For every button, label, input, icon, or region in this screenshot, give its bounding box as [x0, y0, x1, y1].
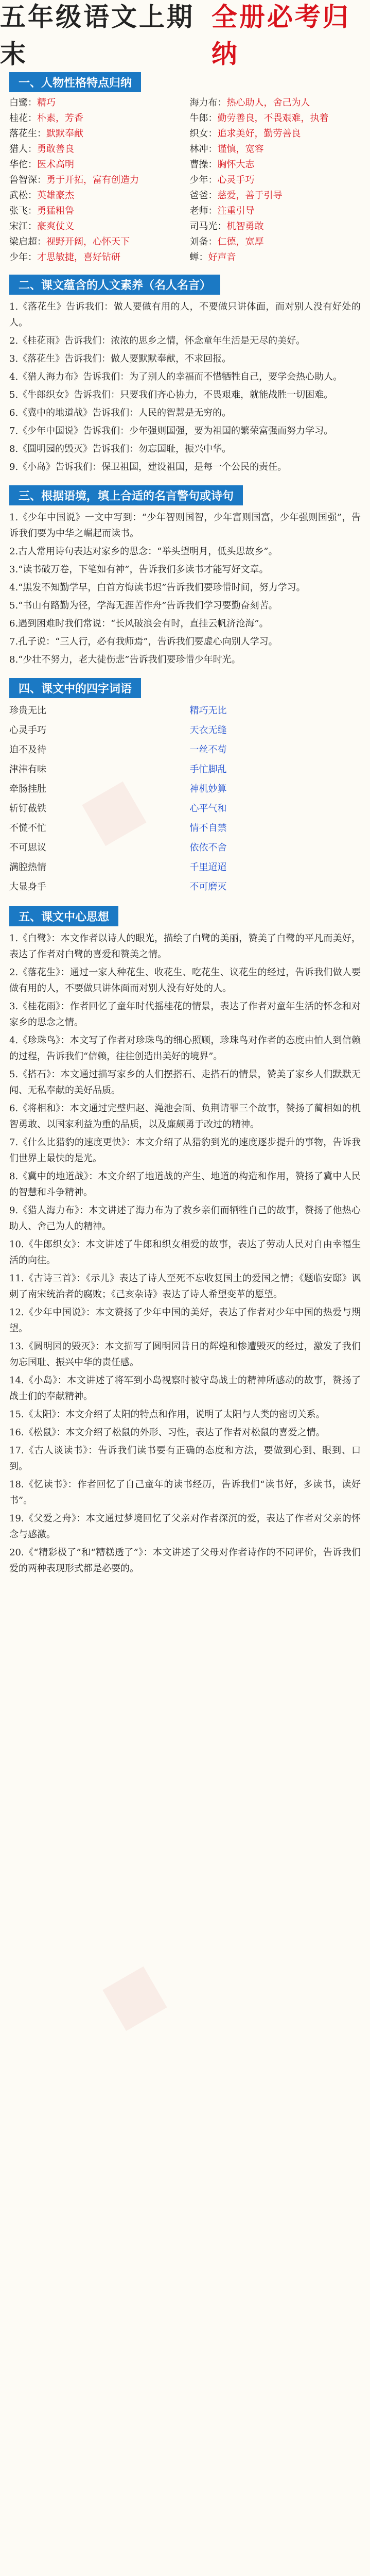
quote-paragraph: 4.《猎人海力布》告诉我们：为了别人的幸福而不惜牺牲自己，要学会热心助人。 — [9, 371, 343, 382]
theme-paragraph: 11.《古诗三首》：《示儿》表达了诗人至死不忘收复国土的爱国之情；《题临安邸》讽刺了南宋统治者的腐败；《己亥杂诗》表达了诗人希望变革的愿望。 — [9, 1273, 361, 1300]
trait-name: 司马光： — [189, 221, 227, 232]
trait-item — [9, 112, 181, 125]
trait-name: 蝉： — [189, 252, 208, 263]
idiom-word: 珍贵无比 — [9, 705, 46, 716]
trait-item — [190, 96, 361, 110]
trait-item — [9, 127, 181, 141]
trait-item — [190, 235, 361, 249]
theme-paragraph: 18.《忆读书》：作者回忆了自己童年的读书经历，告诉我们“读书好，多读书，读好书”。 — [9, 1479, 361, 1506]
trait-value: 勇猛粗鲁 — [37, 206, 74, 216]
trait-value: 胸怀大志 — [217, 159, 255, 170]
trait-value: 仁德，宽厚 — [217, 236, 264, 247]
fill-list — [9, 510, 361, 668]
trait-item — [9, 235, 181, 249]
trait-value: 机智勇敢 — [226, 221, 264, 232]
theme-paragraph: 12.《少年中国说》：本文赞扬了少年中国的美好，表达了作者对少年中国的热爱与期望。 — [9, 1307, 361, 1334]
theme-paragraph: 6.《将相和》：本文通过完璧归赵、渑池会面、负荆请罪三个故事，赞扬了蔺相如的机智勇敢、以国家利益为重的品质，以及廉颇勇于改过的精神。 — [9, 1103, 361, 1130]
trait-name: 少年： — [189, 175, 218, 185]
trait-value: 注重引导 — [217, 206, 255, 216]
idiom-word: 津津有味 — [9, 764, 46, 775]
trait-name: 白鹭： — [9, 97, 37, 108]
trait-value: 好声音 — [208, 252, 236, 263]
trait-value: 勤劳善良，不畏艰难，执着 — [217, 113, 329, 124]
idiom-word: 神机妙算 — [189, 784, 227, 794]
trait-name: 少年： — [9, 252, 37, 263]
section-head: 三、根据语境，填上合适的名言警句或诗句 — [9, 485, 243, 505]
quote-paragraph: 7.《少年中国说》告诉我们：少年强则国强，要为祖国的繁荣富强而努力学习。 — [9, 426, 333, 436]
fill-paragraph: 8.“少壮不努力，老大徒伤悲”告诉我们要珍惜少年时光。 — [9, 654, 241, 665]
trait-item — [190, 205, 361, 218]
trait-item — [190, 251, 361, 264]
trait-value: 精巧 — [37, 97, 56, 108]
idiom-word: 依依不舍 — [189, 842, 227, 853]
quote-paragraph: 6.《冀中的地道战》告诉我们：人民的智慧是无穷的。 — [9, 408, 232, 418]
idiom-word: 心平气和 — [189, 803, 227, 814]
trait-name: 落花生： — [9, 128, 46, 139]
trait-value: 追求美好，勤劳善良 — [217, 128, 301, 139]
quote-paragraph: 5.《牛郎织女》告诉我们：只要我们齐心协力，不畏艰难，就能战胜一切困难。 — [9, 389, 333, 400]
trait-item — [190, 189, 361, 202]
idiom-word: 牵肠挂肚 — [9, 784, 46, 794]
section-traits — [9, 67, 361, 264]
trait-item — [9, 158, 181, 172]
fill-paragraph: 4.“黑发不知勤学早，白首方悔读书迟”告诉我们要珍惜时间，努力学习。 — [9, 582, 306, 593]
theme-paragraph: 10.《牛郎织女》：本文讲述了牛郎和织女相爱的故事，表达了劳动人民对自由幸福生活的向往。 — [9, 1239, 361, 1266]
trait-value: 勇于开拓，富有创造力 — [46, 175, 139, 185]
trait-name: 张飞： — [9, 206, 37, 216]
idiom-word: 迫不及待 — [9, 744, 46, 755]
trait-name: 林冲： — [189, 144, 218, 155]
quote-paragraph: 9.《小岛》告诉我们：保卫祖国，建设祖国，是每一个公民的责任。 — [9, 462, 287, 472]
theme-paragraph: 16.《松鼠》：本文介绍了松鼠的外形、习性，表达了作者对松鼠的喜爱之情。 — [9, 1427, 325, 1438]
trait-name: 织女： — [189, 128, 218, 139]
idiom-word: 精巧无比 — [189, 705, 227, 716]
trait-item — [9, 251, 181, 264]
trait-name: 曹操： — [189, 159, 218, 170]
trait-item — [9, 205, 181, 218]
quote-paragraph: 1.《落花生》告诉我们：做人要做有用的人，不要做只讲体面，而对别人没有好处的人。 — [9, 301, 361, 328]
trait-item — [9, 143, 181, 156]
idiom-word: 斩钉截铁 — [9, 803, 46, 814]
trait-value: 英雄豪杰 — [37, 190, 74, 201]
theme-paragraph: 2.《落花生》：通过一家人种花生、收花生、吃花生、议花生的经过，告诉我们做人要做有用的人，不要做只讲体面而对别人没有好处的人。 — [9, 967, 361, 994]
trait-name: 老师： — [189, 206, 218, 216]
trait-item — [9, 220, 181, 233]
traits-grid — [9, 96, 361, 264]
watermark: ■ — [68, 763, 155, 855]
theme-paragraph: 7.《什么比猎豹的速度更快》：本文介绍了从猎豹到光的速度逐步提升的事物，告诉我们世界上最快的是光。 — [9, 1137, 361, 1164]
trait-name: 宋江： — [9, 221, 37, 232]
trait-value: 慈爱，善于引导 — [217, 190, 283, 201]
trait-name: 桂花： — [9, 113, 37, 124]
title-part1: 五年级语文上期末 — [0, 2, 195, 69]
quote-paragraph: 3.《落花生》告诉我们：做人要默默奉献，不求回报。 — [9, 353, 232, 364]
theme-paragraph: 17.《古人谈读书》：告诉我们读书要有正确的态度和方法，要做到心到、眼到、口到。 — [9, 1445, 361, 1472]
page-title — [0, 0, 370, 67]
trait-value: 热心助人，舍己为人 — [226, 97, 310, 108]
trait-value: 医术高明 — [37, 159, 74, 170]
idiom-word: 不慌不忙 — [9, 823, 46, 834]
trait-name: 牛郎： — [189, 113, 218, 124]
trait-name: 刘备： — [189, 236, 218, 247]
trait-item — [190, 158, 361, 172]
fill-paragraph: 7.孔子说：“三人行，必有我师焉”，告诉我们要虚心向别人学习。 — [9, 636, 278, 647]
fill-paragraph: 3.“读书破万卷，下笔如有神”，告诉我们多读书才能写好文章。 — [9, 564, 269, 575]
section-head: 一、人物性格特点归纳 — [9, 72, 141, 92]
section-idioms — [9, 673, 361, 896]
title-part2: 全册必考归纳 — [211, 2, 350, 69]
theme-paragraph: 4.《珍珠鸟》：本文写了作者对珍珠鸟的细心照顾，珍珠鸟对作者的态度由怕人到信赖的过程，告诉我们“信赖，往往创造出美好的境界”。 — [9, 1035, 361, 1062]
theme-paragraph: 20.《“精彩极了”和“糟糕透了”》：本文讲述了父母对作者诗作的不同评价，告诉我们爱的两种表现形式都是必要的。 — [9, 1547, 361, 1574]
theme-paragraph: 3.《桂花雨》：作者回忆了童年时代摇桂花的情景，表达了作者对童年生活的怀念和对家乡的思念之情。 — [9, 1001, 361, 1028]
theme-paragraph: 9.《猎人海力布》：本文讲述了海力布为了救乡亲们而牺牲自己的故事，赞扬了他热心助人、舍己为人的精神。 — [9, 1205, 361, 1232]
trait-name: 华佗： — [9, 159, 37, 170]
watermark: ■ — [89, 1948, 176, 2040]
trait-item — [190, 174, 361, 187]
theme-paragraph: 14.《小岛》：本文讲述了将军到小岛视察时被守岛战士的精神所感动的故事，赞扬了战士们的奉献精神。 — [9, 1375, 361, 1402]
trait-value: 勇敢善良 — [37, 144, 74, 155]
trait-name: 猎人： — [9, 144, 37, 155]
idiom-word: 天衣无缝 — [189, 725, 227, 736]
section-quotes — [9, 269, 361, 475]
idiom-grid — [9, 702, 361, 896]
idiom-word: 情不自禁 — [189, 823, 227, 834]
section-head: 四、课文中的四字词语 — [9, 678, 141, 698]
trait-name: 梁启超： — [9, 236, 46, 247]
quote-paragraph: 8.《圆明园的毁灭》告诉我们：勿忘国耻，振兴中华。 — [9, 444, 232, 454]
trait-value: 朴素，芳香 — [37, 113, 83, 124]
fill-paragraph: 6.遇到困难时我们常说：“长风破浪会有时，直挂云帆济沧海”。 — [9, 618, 269, 629]
trait-value: 默默奉献 — [46, 128, 83, 139]
fill-paragraph: 5.“书山有路勤为径，学海无涯苦作舟”告诉我们学习要勤奋刻苦。 — [9, 600, 278, 611]
trait-item — [190, 112, 361, 125]
trait-item — [9, 96, 181, 110]
theme-paragraph: 19.《父爱之舟》：本文通过梦境回忆了父亲对作者深沉的爱，表达了作者对父亲的怀念与感激。 — [9, 1513, 361, 1540]
idiom-word: 心灵手巧 — [9, 725, 46, 736]
trait-value: 视野开阔，心怀天下 — [46, 236, 130, 247]
themes-list — [9, 930, 361, 1577]
trait-name: 武松： — [9, 190, 37, 201]
idiom-word: 一丝不苟 — [189, 744, 227, 755]
section-fill — [9, 480, 361, 668]
trait-item — [190, 143, 361, 156]
idiom-word: 不可磨灭 — [189, 882, 227, 892]
idiom-word: 满腔热情 — [9, 862, 46, 873]
trait-item — [190, 220, 361, 233]
fill-paragraph: 2.古人常用诗句表达对家乡的思念：“举头望明月，低头思故乡”。 — [9, 546, 278, 557]
section-head: 五、课文中心思想 — [9, 906, 118, 926]
fill-paragraph: 1.《少年中国说》一文中写到：“少年智则国智，少年富则国富，少年强则国强”，告诉我们要为中华之崛起而读书。 — [9, 512, 361, 539]
trait-name: 海力布： — [189, 97, 227, 108]
theme-paragraph: 1.《白鹭》：本文作者以诗人的眼光，描绘了白鹭的美丽，赞美了白鹭的平凡而美好，表达了作者对白鹭的喜爱和赞美之情。 — [9, 933, 361, 960]
trait-value: 心灵手巧 — [217, 175, 255, 185]
trait-value: 谨慎，宽容 — [217, 144, 264, 155]
section-themes — [9, 901, 361, 1577]
trait-item — [9, 174, 181, 187]
trait-value: 豪爽仗义 — [37, 221, 74, 232]
idiom-word: 不可思议 — [9, 842, 46, 853]
idiom-word: 千里迢迢 — [189, 862, 227, 873]
trait-item — [9, 189, 181, 202]
idiom-word: 手忙脚乱 — [189, 764, 227, 775]
trait-value: 才思敏捷，喜好钻研 — [37, 252, 120, 263]
section-head: 二、课文蕴含的人文素养（名人名言） — [9, 275, 220, 295]
trait-name: 鲁智深： — [9, 175, 46, 185]
theme-paragraph: 15.《太阳》：本文介绍了太阳的特点和作用，说明了太阳与人类的密切关系。 — [9, 1409, 325, 1420]
quotes-list — [9, 299, 361, 475]
idiom-word: 大显身手 — [9, 882, 46, 892]
quote-paragraph: 2.《桂花雨》告诉我们：浓浓的思乡之情，怀念童年生活是无尽的美好。 — [9, 335, 306, 346]
trait-name: 爸爸： — [189, 190, 218, 201]
trait-item — [190, 127, 361, 141]
theme-paragraph: 5.《搭石》：本文通过描写家乡的人们摆搭石、走搭石的情景，赞美了家乡人们默默无闻、无私奉献的美好品质。 — [9, 1069, 361, 1096]
theme-paragraph: 8.《冀中的地道战》：本文介绍了地道战的产生、地道的构造和作用，赞扬了冀中人民的智慧和斗争精神。 — [9, 1171, 361, 1198]
theme-paragraph: 13.《圆明园的毁灭》：本文描写了圆明园昔日的辉煌和惨遭毁灭的经过，激发了我们勿忘国耻、振兴中华的责任感。 — [9, 1341, 361, 1368]
